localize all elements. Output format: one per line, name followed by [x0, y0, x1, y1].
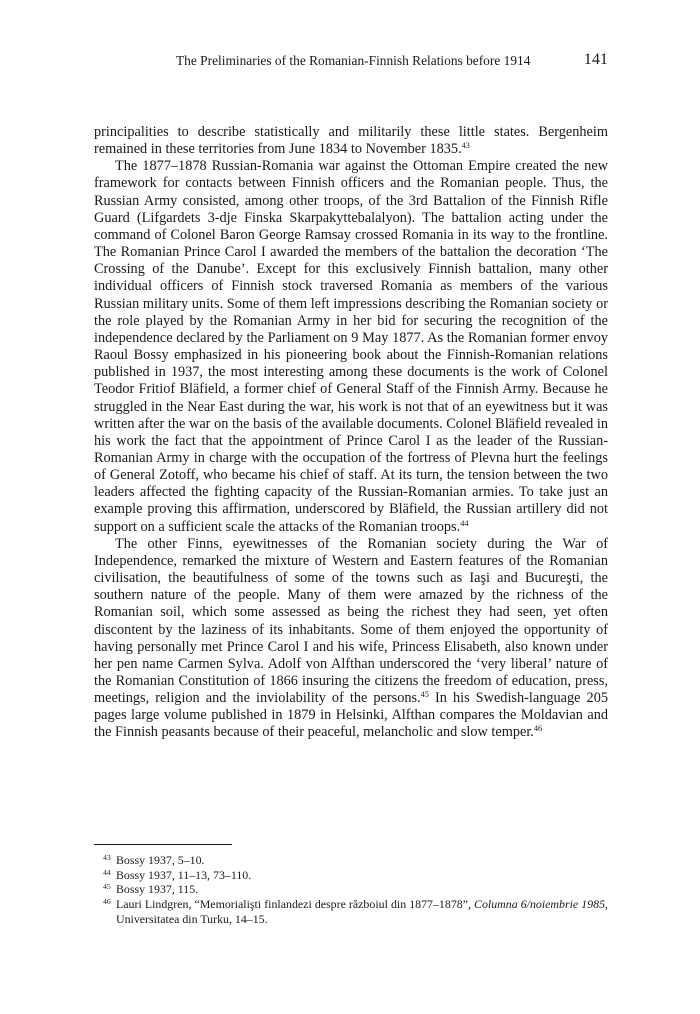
footnote-ref-46[interactable]: 46 [533, 724, 543, 734]
footnote-mark: 45 [103, 882, 111, 892]
footnote-44 [94, 868, 608, 883]
footnote-text: Bossy 1937, 115. [116, 882, 199, 897]
footnote-ref-43[interactable]: 43 [461, 141, 470, 151]
paragraph-2 [94, 158, 608, 535]
page-header [96, 50, 608, 72]
running-title: The Preliminaries of the Romanian-Finnish Relations before 1914 [176, 53, 531, 68]
footnote-mark: 43 [103, 853, 111, 862]
paragraph-text: The other Finns, eyewitnesses of the Romanian society during the War of Independence, remarked the mixture of Western and Eastern features of the Romanian civilisation, the beautifulness of some of the towns such as Iaşi and Bucureşti, the southern nature of the people. Many of them were amazed by the richness of the Romanian soil, which some assessed as being the richest they had seen, yet often discontent by the laziness of its inhabitants. Some of them enjoyed the opportunity of having personally met Prince Carol I and his wife, Princess Elisabeth, also known under her pen name Carmen Sylva. Adolf von Alfthan underscored the ‘very liberal’ nature of the Romanian Constitution of 1866 insuring the citizens the freedom of education, press, meetings, religion and the inviolability of the persons. [94, 535, 608, 707]
footnote-text: Bossy 1937, 5–10. [116, 853, 205, 867]
paragraph-text: The 1877–1878 Russian-Romania war against the Ottoman Empire created the new framework for contacts between Finnish officers and the Romanian people. Thus, the Russian Army consisted, among other troops, of the 3rd Battalion of the Finnish Rifle Guard (Lifgardets 3-dje Finska Skarpakyttebalalyon). The battalion acting under the command of Colonel Baron George Ramsay crossed Romania in its way to the frontline. The Romanian Prince Carol I awarded the members of the battalion the decoration ‘The Crossing of the Danube’. Except for this exclusively Finnish battalion, many other individual officers of Finnish stock traversed Romania as members of the various Russian military units. Some of them left impressions describing the Romanian society or the role played by the Romanian Army in her bid for securing the recognition of the independence declared by the Parliament on 9 May 1877. As the Romanian former envoy Raoul Bossy emphasized in his pioneering book about the Finnish-Romanian relations published in 1937, the most interesting among these documents is the work of Colonel Teodor Fritiof Bläfield, a former chief of General Staff of the Finnish Army. Because he struggled in the Near East during the war, his work is not that of an eyewitness but it was written after the war on the basis of the available documents. Colonel Bläfield revealed in his work the fact that the appointment of Prince Carol I as the leader of the Russian-Romanian Army in charge with the occupation of the fortress of Plevna hurt the feelings of General Zotoff, who became his chief of staff. At its turn, the tension between the two leaders affected the fighting capacity of the Russian-Romanian armies. To take just an example proving this affirmation, underscored by Bläfield, the Russian artillery did not support on a sufficient scale the attacks of the Romanian troops. [94, 158, 608, 535]
paragraph-3 [94, 536, 608, 742]
paragraph-text: In his Swedish-language 205 pages large volume published in 1879 in Helsinki, Alfthan compares the Moldavian and the Finnish peasants because of their peaceful, melancholic and slow temper. [94, 690, 609, 741]
footnote-text: , Universitatea din Turku, 14–15. [116, 897, 608, 926]
footnote-text: Bossy 1937, 11–13, 73–110. [116, 867, 252, 882]
footnotes [94, 853, 608, 927]
paragraph-1 [94, 124, 608, 158]
footnote-43 [94, 853, 608, 868]
footnote-mark: 44 [103, 867, 111, 877]
footnote-45 [94, 882, 608, 897]
footnote-mark: 46 [103, 897, 111, 907]
footnote-divider [94, 844, 232, 845]
paragraph-text: principalities to describe statistically and militarily these little states. Bergenheim remained in these territories from June 1834 to November 1835. [94, 124, 608, 158]
footnote-46 [94, 897, 608, 926]
footnote-ref-45[interactable]: 45 [420, 690, 429, 700]
page-number: 141 [583, 50, 608, 68]
body-text [94, 124, 608, 742]
footnote-ref-44[interactable]: 44 [460, 518, 469, 528]
footnote-italic-title: Columna 6/noiembrie 1985 [474, 897, 606, 912]
footnote-text: Lauri Lindgren, “Memorialişti finlandezi despre războiul din 1877–1878”, [116, 897, 475, 912]
